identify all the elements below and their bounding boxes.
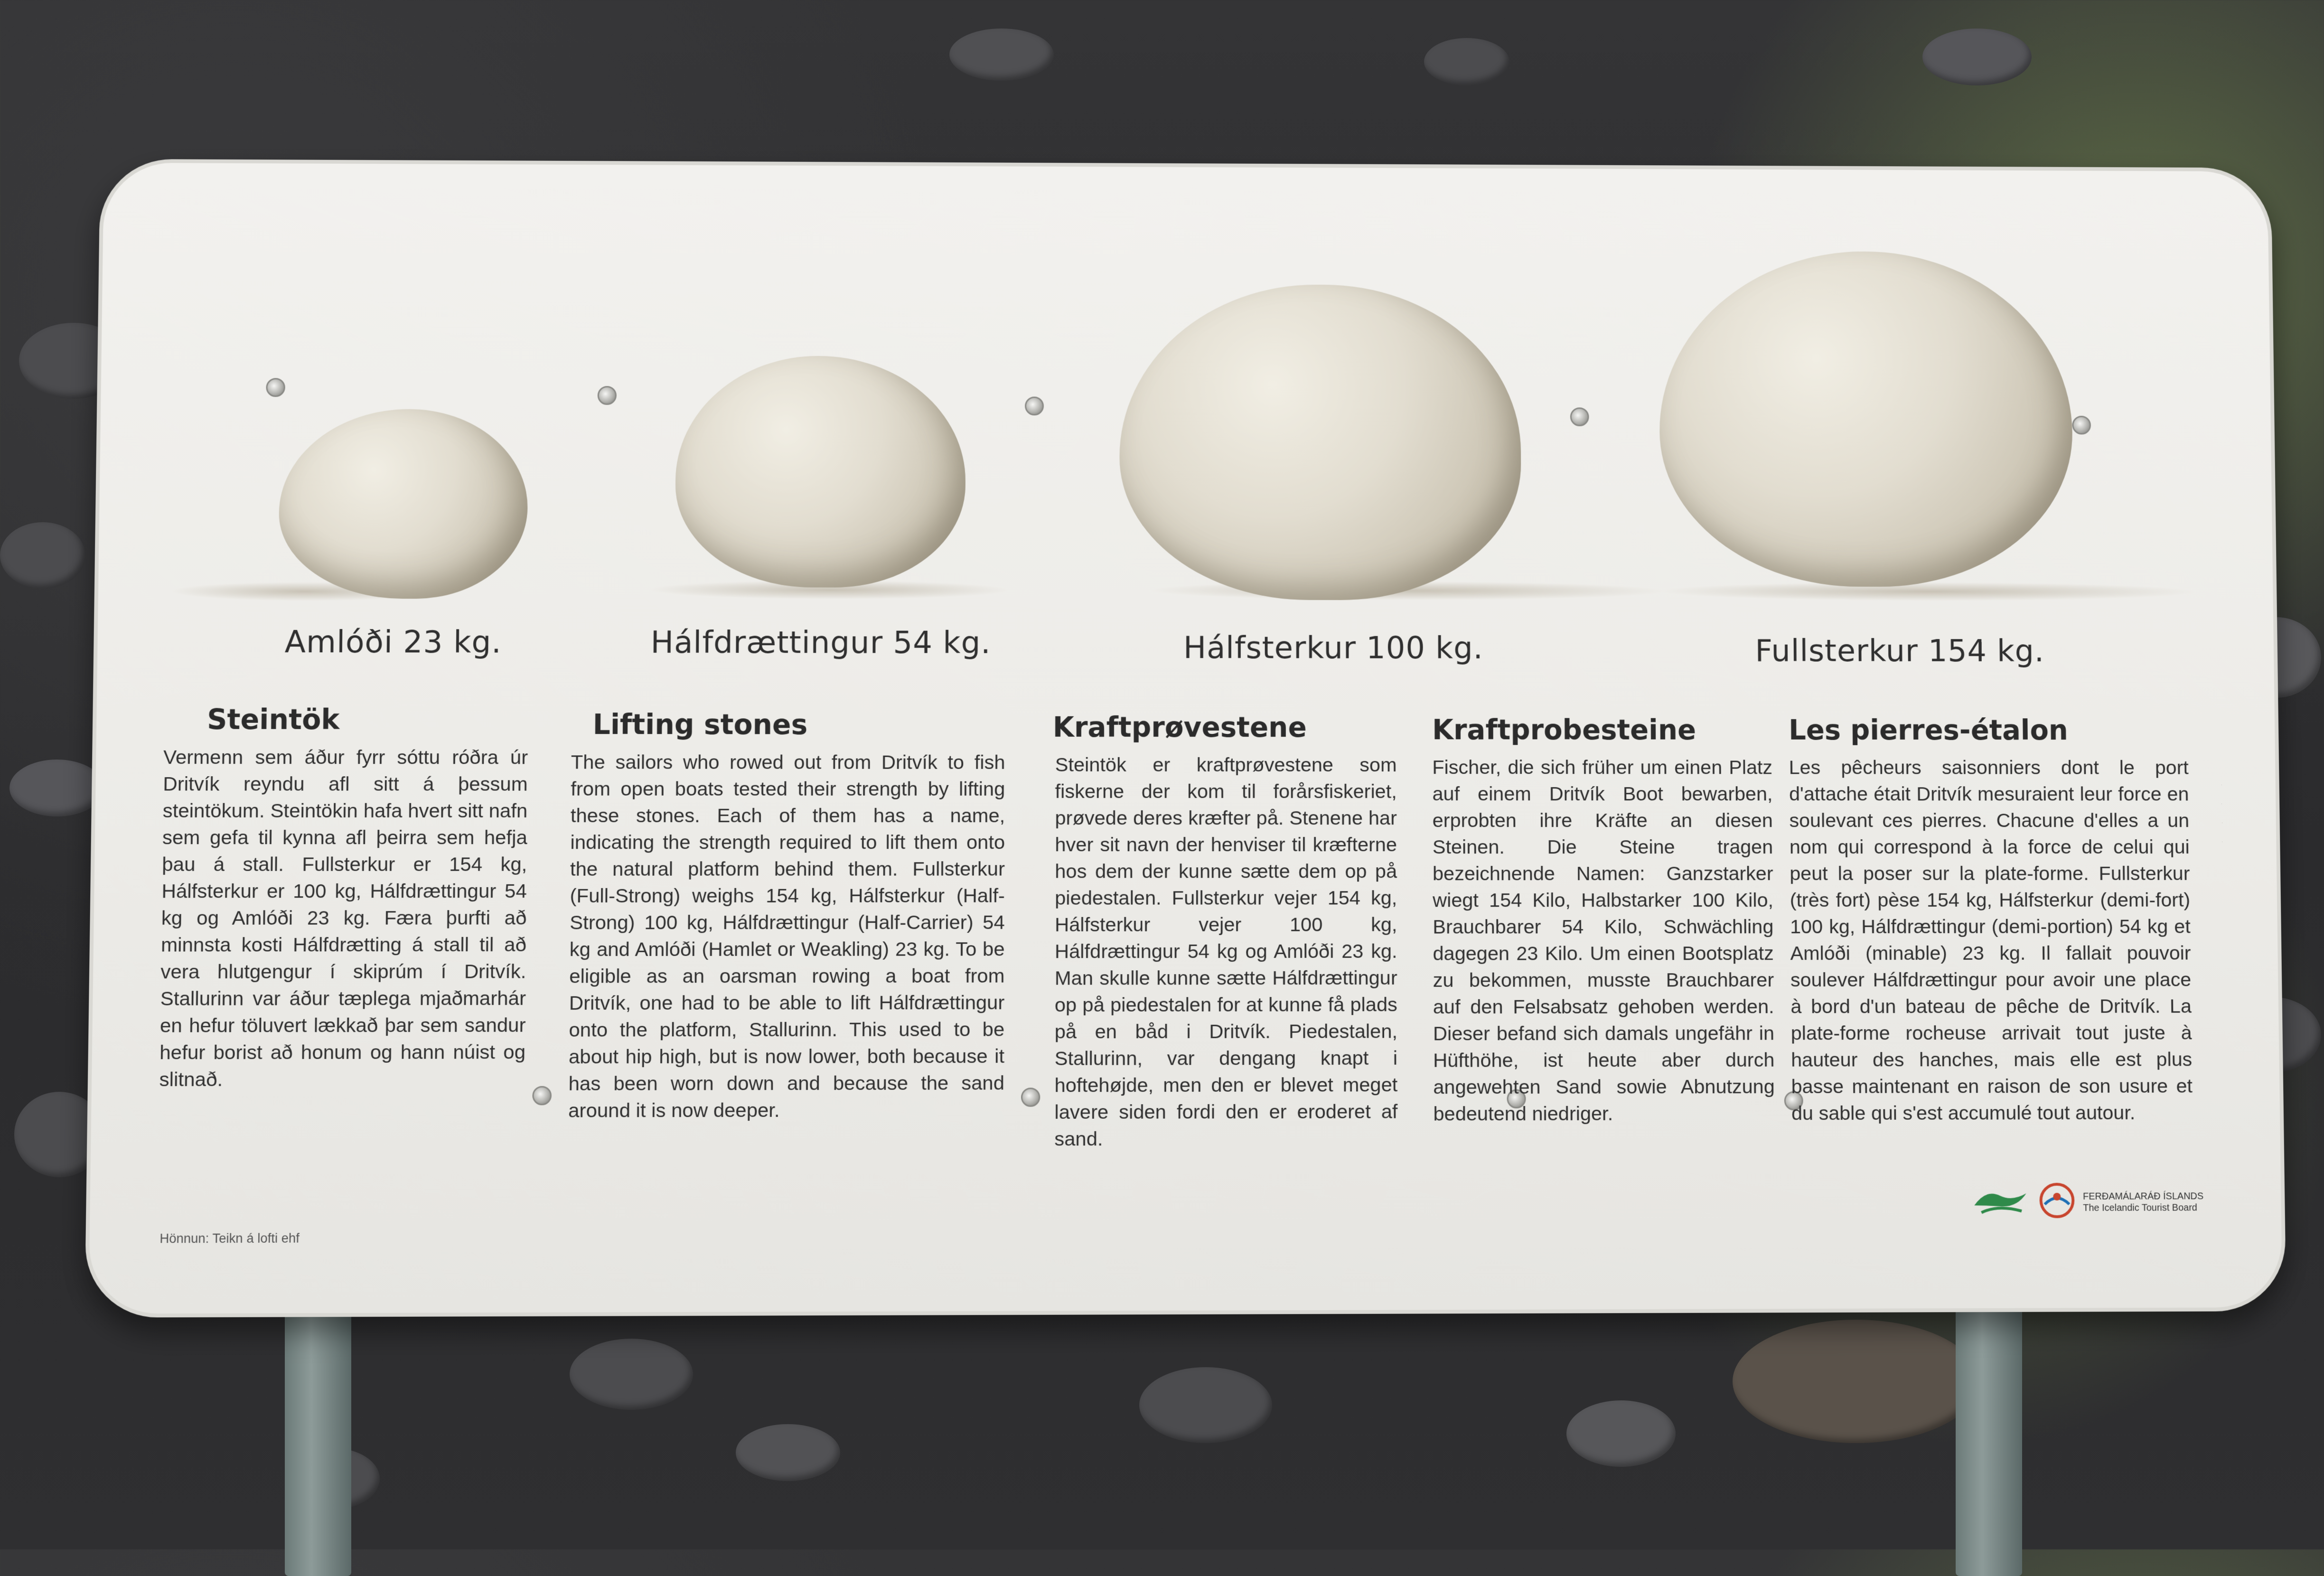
sign-post-right: [1956, 1282, 2022, 1576]
screw-icon: [266, 378, 285, 397]
stone-fullsterkur: [1659, 251, 2074, 587]
column-text-icelandic: Vermenn sem áður fyrr sóttu róðra úr Dritvík reyndu afl sitt á þessum steintökum. Steintökin hafa hvert sitt nafn sem gefa til kynna afl þeirra sem hefja þau á stall. Fullsterkur er 154 kg, Hálfsterkur er 100 kg, Hálfdrættingur 54 kg og Amlóði 23 kg. Færa þurfti að minnsta kosti Hálfdrætting á stall til að vera hlutgengur í skiprúm í Dritvík. Stallurinn var áður tæplega mjaðmarhár en hefur töluvert lækkað þar sem sandur hefur borist að honum og hann núist og slitnað.: [159, 745, 528, 1091]
column-text-french: Les pêcheurs saisonniers dont le port d'attache était Dritvík mesuraient leur force en soulevant ces pierres. Chacune d'elles a un nom qui correspond à la force de celui qui peut la poser sur la plate-forme. Fullsterkur (très fort) pèse 154 kg, Hálfsterkur (demi-fort) 100 kg, Hálfdrættingur (demi-portion) 54 kg et Amlóði (minable) 23 kg. Il fallait pouvoir soulever Hálfdrættingur pour avoir une place à bord d'un bateau de pêche de Dritvík. La plate-forme rocheuse arrivait tout juste à hauteur des hanches, mais elle est plus basse maintenant en raison de son usure et du sable qui s'est accumulé tout autour.: [1789, 756, 2193, 1125]
iceland-sun-logo-icon: [2038, 1182, 2076, 1220]
column-text-german: Fischer, die sich früher um einen Platz auf einem Dritvík Boot bewarben, erprobten ihre Kräfte an diesen Steinen. Die Steine tragen bezeichnende Namen: Ganzstarker wiegt 154 Kilo, Halbstarker 100 Kilo, Brauchbarer 54 Kilo, Schwächling dagegen 23 Kilo. Um einen Bootsplatz zu bekommen, musste Brauchbarer auf den Felsabsatz gehoben werden. Dieser befand sich damals ungefähr in Hüfthöhe, ist heute aber durch angewehten Sand sowie Abnutzung bedeutend niedriger.: [1432, 756, 1775, 1125]
stone-halfdraettingur: [675, 356, 966, 588]
stone-label-halfdraettingur: Hálfdrættingur 54 kg.: [650, 625, 991, 661]
screw-icon: [1025, 396, 1044, 415]
screw-icon: [598, 386, 617, 405]
tourist-board-logo-icon: [1972, 1186, 2029, 1220]
column-title-english: Lifting stones: [592, 708, 808, 741]
column-text-english: The sailors who rowed out from Dritvík to fish from open boats tested their strength by lifting these stones. Each of them has a name, indicating the strength required to lift them onto the natural platform behind them. Fullsterkur (Full-Strong) weighs 154 kg, Hálfsterkur (Half-Strong) 100 kg, Hálfdrættingur (Half-Carrier) 54 kg and Amlóði (Hamlet or Weakling) 23 kg. To be eligible as an oarsman rowing a boat from Dritvík, one had to be able to lift Hálfdrættingur onto the platform, Stallurinn. This used to be about hip high, but is now lower, both because it has been worn down and because the sand around it is now deeper.: [568, 750, 1005, 1122]
tourist-board-name-english: The Icelandic Tourist Board: [2083, 1202, 2198, 1213]
sign-post-left: [285, 1282, 351, 1576]
tourist-board-name: [2083, 1191, 2204, 1214]
stone-label-amlodi: Amlóði 23 kg.: [284, 625, 502, 660]
screw-icon: [1570, 407, 1589, 426]
stone-halfsterkur: [1119, 284, 1521, 600]
information-sign: [84, 159, 2286, 1318]
stone-amlodi: [278, 409, 528, 599]
screw-icon: [532, 1086, 552, 1106]
screw-icon: [2072, 416, 2091, 435]
stone-label-halfsterkur: Hálfsterkur 100 kg.: [1183, 630, 1483, 666]
column-title-french: Les pierres-étalon: [1788, 713, 2069, 746]
column-text-danish: Steintök er kraftprøvestene som fiskerne der kom til forårsfiskeriet, prøvede deres kræfter på. Stenene har hver sit navn der henviser til kræfterne hos dem der kunne sætte dem op på piedestalen. Fullsterkur vejer 154 kg, Hálfsterkur vejer 100 kg, Hálfdrættingur 54 kg og Amlóði 23 kg. Man skulle kunne sætte Hálfdrættingur op på piedestalen for at kunne få plads på en båd i Dritvík. Piedestalen, Stallurinn, var dengang knapt i hoftehøjde, men den er blevet meget lavere siden fordi den er eroderet af sand.: [1054, 753, 1398, 1150]
column-title-danish: Kraftprøvestene: [1052, 711, 1307, 744]
design-credit: Hönnun: Teikn á lofti ehf: [159, 1231, 300, 1246]
column-title-icelandic: Steintök: [206, 703, 340, 736]
stone-label-fullsterkur: Fullsterkur 154 kg.: [1755, 633, 2045, 669]
screw-icon: [1021, 1088, 1040, 1107]
column-title-german: Kraftprobesteine: [1432, 713, 1696, 746]
tourist-board-name-icelandic: FERÐAMÁLARÁÐ ÍSLANDS: [2082, 1191, 2204, 1202]
